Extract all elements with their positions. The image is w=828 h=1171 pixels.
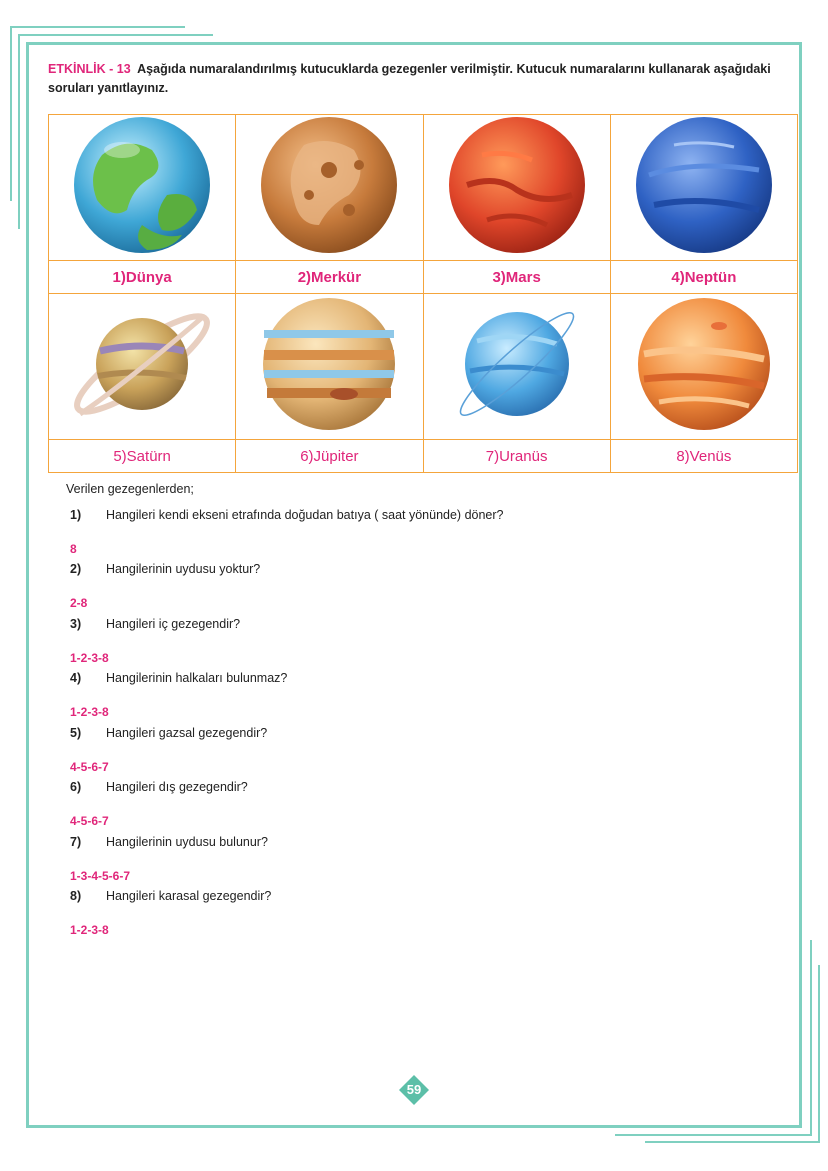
questions-intro: Verilen gezegenlerden; — [66, 482, 194, 496]
mars-icon — [447, 115, 587, 255]
answer-6: 4-5-6-7 — [70, 814, 109, 828]
uranus-icon — [442, 296, 592, 432]
answer-2: 2-8 — [70, 596, 88, 610]
earth-icon — [72, 115, 212, 255]
activity-tag: ETKİNLİK - 13 — [48, 62, 131, 76]
question-6: 6) Hangileri dış gezegendir? — [70, 780, 248, 794]
question-3: 3) Hangileri iç gezegendir? — [70, 617, 241, 631]
answer-8: 1-2-3-8 — [70, 923, 109, 937]
corner-line-bottom-right-3 — [818, 965, 820, 1143]
planet-cell-1 — [49, 115, 236, 261]
question-8: 8) Hangileri karasal gezegendir? — [70, 889, 272, 903]
venus-icon — [634, 294, 774, 434]
planet-cell-5 — [49, 294, 236, 440]
planet-label-1: 1)Dünya — [49, 261, 236, 294]
question-2: 2) Hangilerinin uydusu yoktur? — [70, 562, 261, 576]
question-5: 5) Hangileri gazsal gezegendir? — [70, 726, 268, 740]
planet-label-5: 5)Satürn — [49, 440, 236, 473]
answer-7: 1-3-4-5-6-7 — [70, 869, 131, 883]
corner-line-bottom-right-1 — [810, 940, 812, 1135]
page-number-badge — [399, 1075, 429, 1105]
answer-5: 4-5-6-7 — [70, 760, 109, 774]
corner-line-bottom-right-4 — [645, 1141, 820, 1143]
corner-line-bottom-right-2 — [615, 1134, 812, 1136]
corner-line-top-left-1 — [10, 26, 185, 28]
answer-3: 1-2-3-8 — [70, 651, 109, 665]
page-number: 59 — [406, 1082, 422, 1097]
planet-cell-8 — [610, 294, 797, 440]
planet-cell-4 — [610, 115, 797, 261]
question-1: 1) Hangileri kendi ekseni etrafında doğudan batıya ( saat yönünde) döner? — [70, 508, 504, 522]
jupiter-icon — [259, 294, 399, 434]
answer-1: 8 — [70, 542, 77, 556]
corner-line-top-left-4 — [18, 34, 20, 229]
planet-label-7: 7)Uranüs — [423, 440, 610, 473]
question-7: 7) Hangilerinin uydusu bulunur? — [70, 835, 268, 849]
corner-line-top-left-3 — [18, 34, 213, 36]
planet-label-6: 6)Jüpiter — [236, 440, 423, 473]
neptune-icon — [634, 115, 774, 255]
answer-4: 1-2-3-8 — [70, 705, 109, 719]
activity-instructions: Aşağıda numaralandırılmış kutucuklarda gezegenler verilmiştir. Kutucuk numaralarını kullanarak aşağıdaki soruları yanıtlayınız. — [48, 62, 771, 95]
corner-line-top-left-2 — [10, 26, 12, 201]
planet-label-2: 2)Merkür — [236, 261, 423, 294]
planet-cell-7 — [423, 294, 610, 440]
planet-grid — [48, 114, 798, 465]
question-4: 4) Hangilerinin halkaları bulunmaz? — [70, 671, 288, 685]
activity-header — [48, 60, 798, 98]
planet-label-3: 3)Mars — [423, 261, 610, 294]
planet-label-4: 4)Neptün — [610, 261, 797, 294]
saturn-icon — [62, 296, 222, 432]
planet-cell-3 — [423, 115, 610, 261]
planet-cell-6 — [236, 294, 423, 440]
planet-label-8: 8)Venüs — [610, 440, 797, 473]
planet-cell-2 — [236, 115, 423, 261]
mercury-icon — [259, 115, 399, 255]
